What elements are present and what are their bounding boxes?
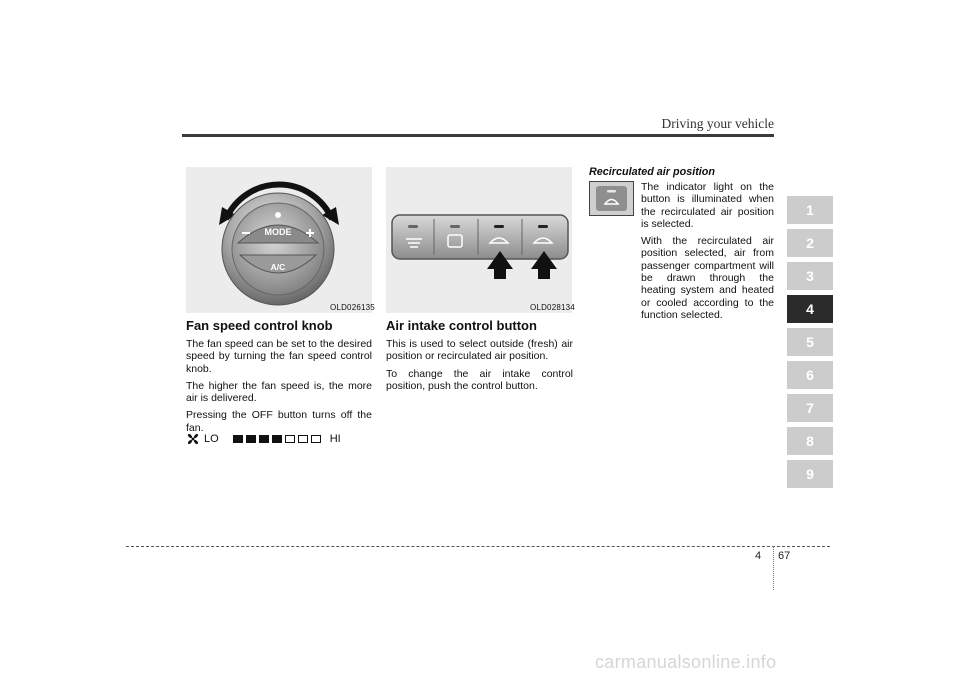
fan-speed-segment — [285, 435, 295, 443]
page-chapter-number: 4 — [755, 550, 762, 562]
chapter-tab-9[interactable]: 9 — [787, 460, 833, 488]
fan-speed-paragraph: The fan speed can be set to the desired speed by turning the fan speed control knob. — [186, 338, 372, 375]
air-intake-illustration — [386, 167, 572, 313]
fan-speed-segment — [246, 435, 256, 443]
chapter-tab-7[interactable]: 7 — [787, 394, 833, 422]
fan-speed-segments — [233, 435, 324, 443]
fan-speed-hi-label: HI — [329, 433, 341, 445]
recirculated-button-image — [589, 181, 634, 216]
footer-dashed-rule — [126, 546, 830, 547]
chapter-tab-5[interactable]: 5 — [787, 328, 833, 356]
fan-speed-segment — [259, 435, 269, 443]
fan-speed-paragraph: Pressing the OFF button turns off the fan. — [186, 409, 372, 434]
fan-speed-indicator — [186, 432, 341, 446]
fan-speed-segment — [311, 435, 321, 443]
fan-knob-figure — [186, 167, 372, 313]
recirculate-button-icon — [590, 182, 633, 215]
fan-speed-segment — [298, 435, 308, 443]
recirculated-paragraph: The indicator light on the button is illuminated when the recirculated air position is selected. — [641, 181, 774, 230]
fan-speed-title: Fan speed control knob — [186, 318, 333, 333]
chapter-tab-3[interactable]: 3 — [787, 262, 833, 290]
fan-speed-segment — [233, 435, 243, 443]
recirculated-paragraph: With the recirculated air position selected, air from passenger compartment will be drawn through the heating system and heated or cooled according to the function selected. — [641, 235, 774, 321]
chapter-tab-6[interactable]: 6 — [787, 361, 833, 389]
recirculated-body — [641, 181, 774, 326]
air-intake-paragraph: To change the air intake control position, push the control button. — [386, 367, 573, 392]
fan-knob-figure-code: OLD026135 — [330, 303, 375, 312]
site-watermark: carmanualsonline.info — [595, 652, 777, 672]
fan-speed-segment — [272, 435, 282, 443]
chapter-tab-4[interactable]: 4 — [787, 295, 833, 323]
knob-mode-label: MODE — [264, 227, 292, 237]
fan-speed-paragraph: The higher the fan speed is, the more air is delivered. — [186, 379, 372, 405]
air-intake-paragraph: This is used to select outside (fresh) air position or recirculated air position. — [386, 338, 573, 363]
fan-icon — [186, 432, 200, 446]
chapter-tab-2[interactable]: 2 — [787, 229, 833, 257]
chapter-tab-8[interactable]: 8 — [787, 427, 833, 455]
air-intake-title: Air intake control button — [386, 318, 537, 333]
air-intake-body — [386, 338, 573, 397]
air-intake-figure — [386, 167, 572, 313]
knob-ac-label: A/C — [270, 262, 286, 272]
air-intake-figure-code: OLD028134 — [530, 303, 575, 312]
header-rule — [182, 134, 774, 137]
page-number: 67 — [778, 550, 791, 562]
page-number-divider — [773, 546, 774, 590]
fan-speed-body — [186, 338, 372, 439]
fan-speed-lo-label: LO — [204, 433, 219, 445]
chapter-header-title: Driving your vehicle — [661, 116, 774, 131]
recirculated-title: Recirculated air position — [589, 166, 715, 178]
chapter-tab-1[interactable]: 1 — [787, 196, 833, 224]
fan-knob-illustration — [186, 167, 372, 313]
